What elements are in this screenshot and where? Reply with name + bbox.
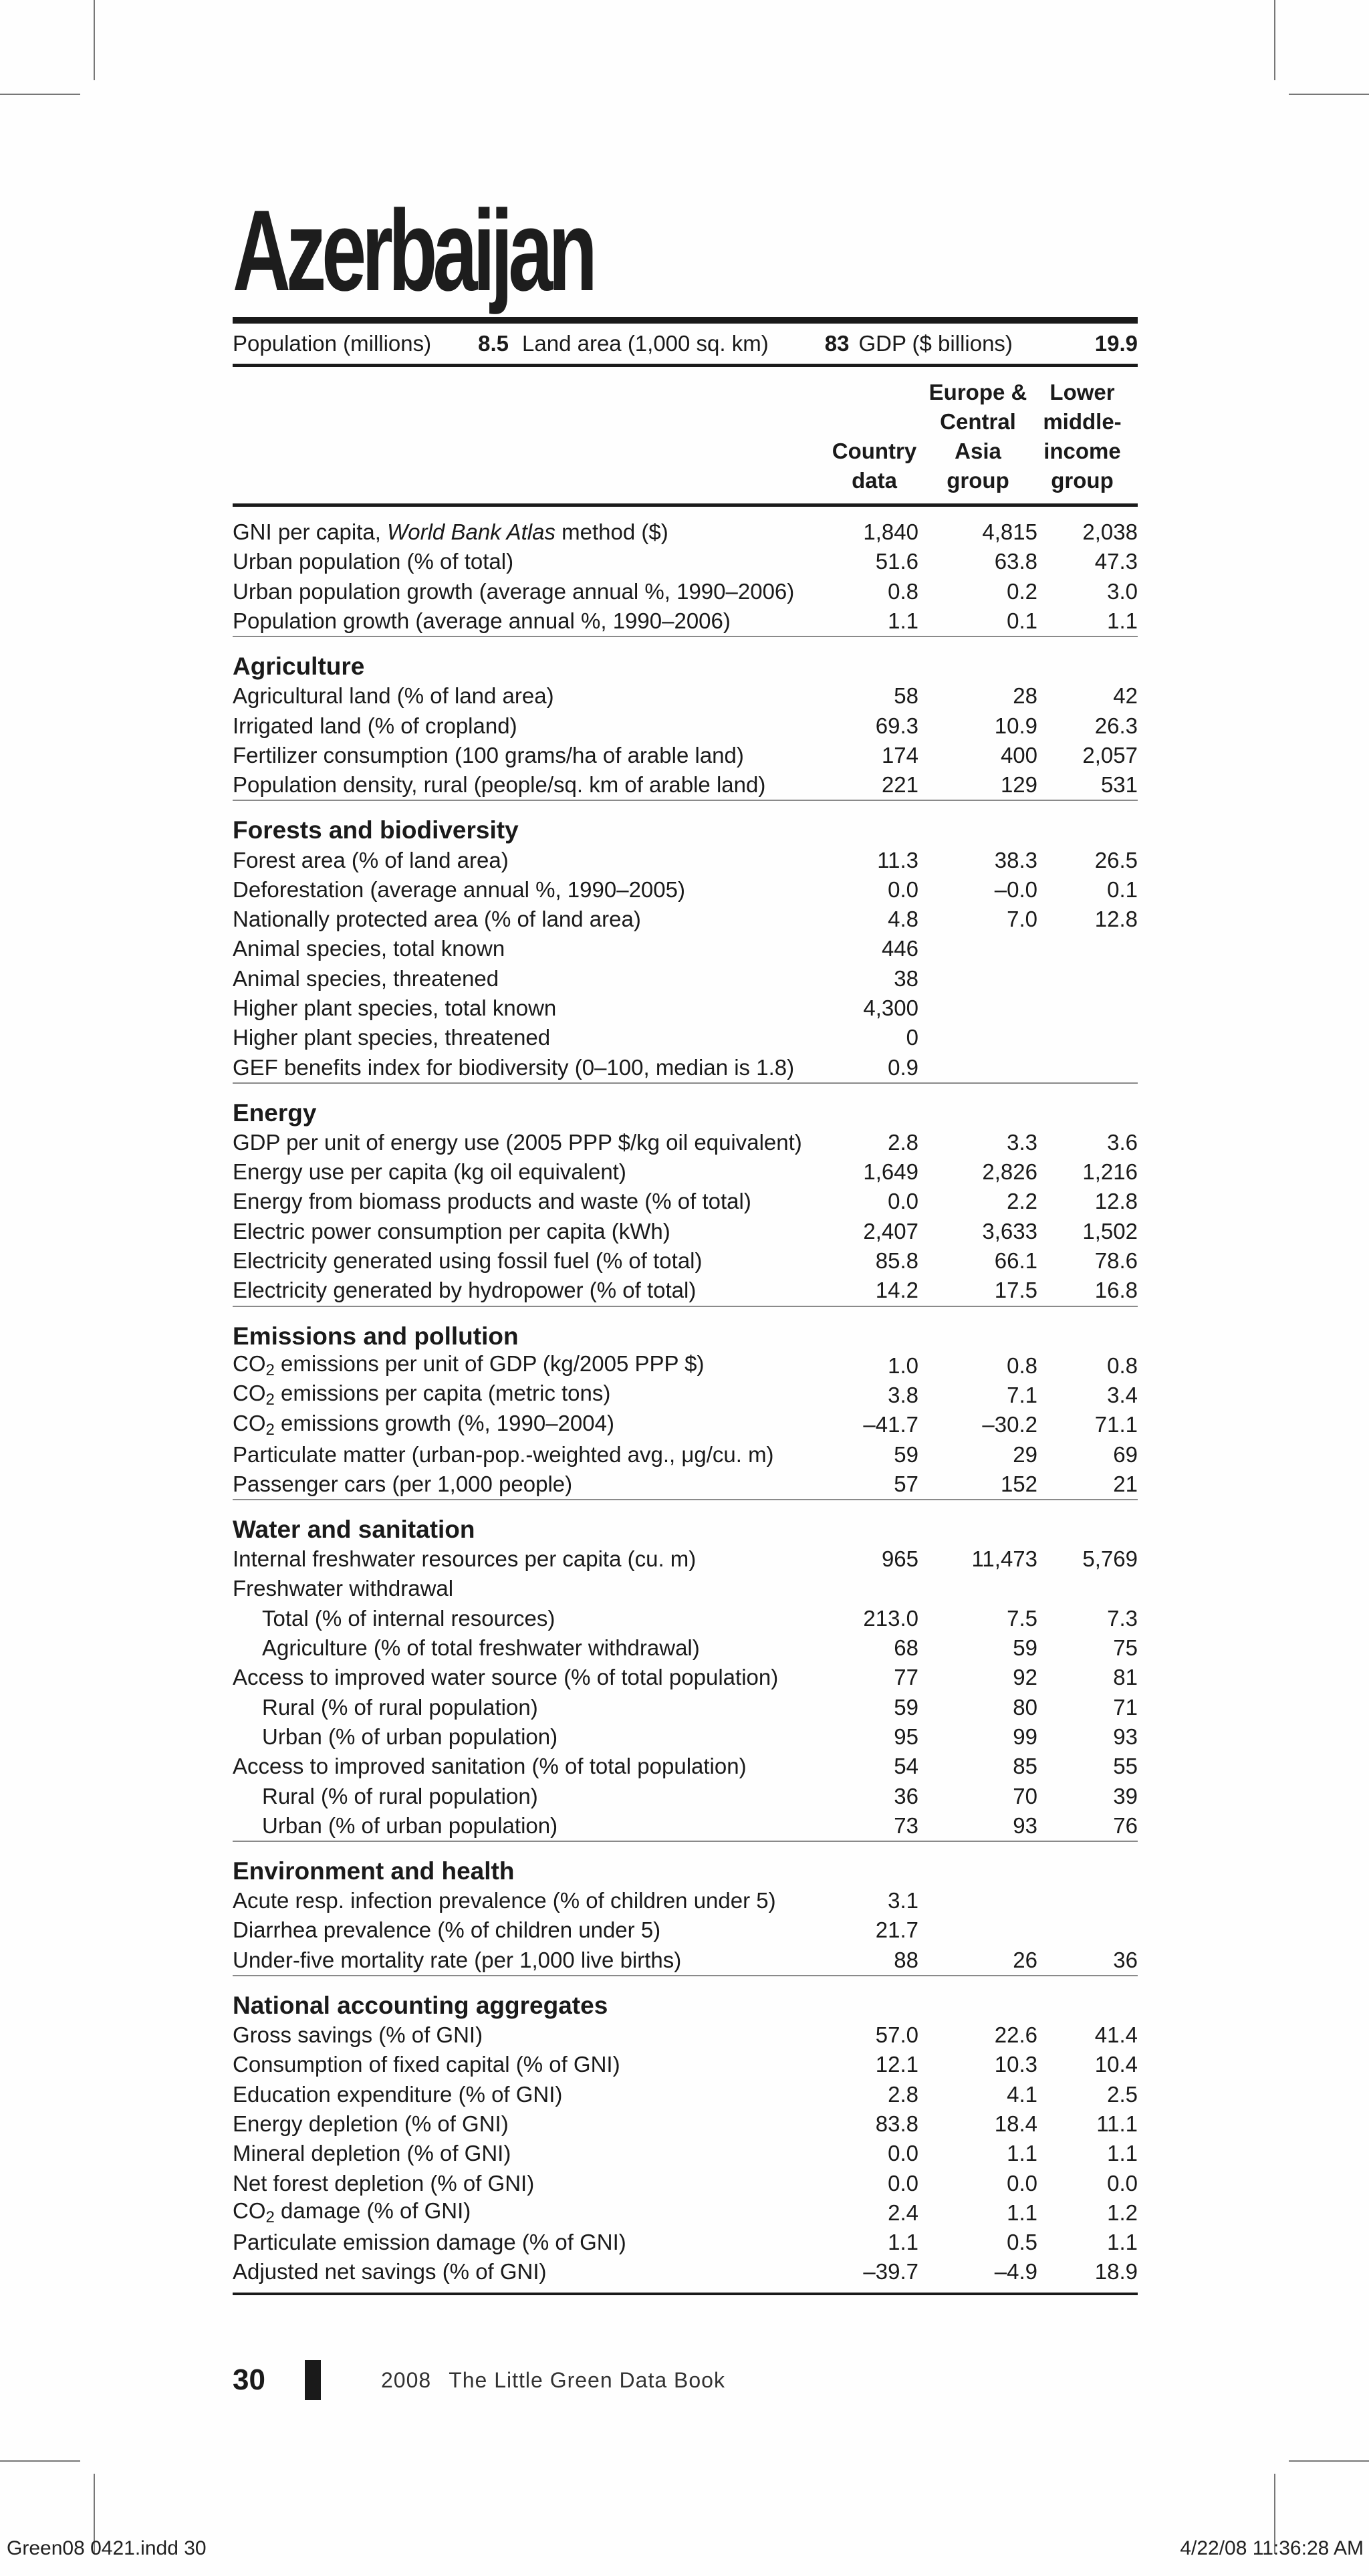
country-value: 1.1: [888, 608, 918, 634]
table-row: [233, 2079, 1138, 2109]
lower-middle-value: 71: [1113, 1694, 1138, 1720]
europe-value: –30.2: [982, 1412, 1037, 1437]
country-value: 1,649: [863, 1159, 918, 1185]
section-emissions-and-pollution: [233, 1306, 1138, 1499]
europe-value: 4.1: [1007, 2081, 1037, 2107]
table-row: [233, 1187, 1138, 1216]
land-area-label: Land area (1,000 sq. km): [522, 331, 769, 356]
indicator-table: [233, 507, 1138, 2295]
page-footer: [233, 2360, 725, 2400]
lower-middle-value: 3.6: [1107, 1129, 1138, 1155]
table-row: [233, 993, 1138, 1023]
europe-value: 26: [1013, 1947, 1037, 1972]
indicator-label: Forest area (% of land area): [233, 847, 509, 872]
indicator-label: Higher plant species, total known: [233, 996, 557, 1020]
country-value: 11.3: [877, 847, 918, 872]
country-value: 213.0: [863, 1605, 918, 1631]
indicator-label: Adjusted net savings (% of GNI): [233, 2259, 547, 2285]
country-value: 1,840: [863, 519, 918, 545]
europe-value: 7.1: [1007, 1382, 1037, 1407]
indicator-label: Particulate matter (urban-pop.-weighted avg., μg/cu. m): [233, 1441, 774, 1467]
lower-middle-value: 1.1: [1107, 608, 1138, 634]
indicator-label: Nationally protected area (% of land area): [233, 907, 641, 932]
lower-middle-value: 3.0: [1107, 578, 1138, 604]
country-value: 83.8: [875, 2111, 918, 2136]
country-value: 2.4: [888, 2200, 918, 2225]
indicator-label: GEF benefits index for biodiversity (0–100, median is 1.8): [233, 1054, 795, 1080]
lower-middle-value: 69: [1113, 1441, 1138, 1467]
table-row: [233, 1693, 1138, 1722]
table-row: [233, 905, 1138, 934]
lower-middle-value: 2,038: [1082, 519, 1138, 545]
europe-value: 0.5: [1007, 2230, 1037, 2255]
indicator-label: $CO_2$ emissions per capita (metric tons): [233, 1381, 611, 1409]
indicator-label: Energy use per capita (kg oil equivalent): [233, 1159, 626, 1185]
europe-value: 7.5: [1007, 1605, 1037, 1631]
country-value: 14.2: [875, 1278, 918, 1303]
crop-mark: [1274, 0, 1275, 80]
country-value: 88: [894, 1947, 918, 1972]
country-value: 0: [906, 1025, 918, 1050]
lower-middle-value: 55: [1113, 1754, 1138, 1779]
country-value: 51.6: [875, 549, 918, 574]
crop-mark: [94, 0, 95, 80]
table-row: [233, 1752, 1138, 1781]
indicator-label: Electric power consumption per capita (kWh): [233, 1218, 670, 1244]
country-value: 68: [894, 1635, 918, 1661]
table-row: [233, 2020, 1138, 2050]
indicator-label: Population density, rural (people/sq. km of arable land): [233, 772, 766, 798]
country-value: 57.0: [875, 2022, 918, 2048]
table-row: [233, 1915, 1138, 1945]
title-rule: [233, 317, 1138, 324]
country-title: Azerbaijan: [233, 187, 593, 315]
population-label: Population (millions): [233, 331, 432, 356]
country-value: –41.7: [863, 1412, 918, 1437]
table-bottom-rule: [233, 2293, 1138, 2295]
europe-value: 18.4: [994, 2111, 1037, 2136]
table-row: [233, 1811, 1138, 1841]
europe-value: 7.0: [1007, 907, 1037, 932]
country-value: 1.0: [888, 1353, 918, 1378]
europe-value: 0.2: [1007, 578, 1037, 604]
table-row: [233, 1410, 1138, 1439]
table-row: [233, 1217, 1138, 1246]
table-row: [233, 577, 1138, 606]
lower-middle-value: 12.8: [1094, 907, 1138, 932]
table-row: [233, 1023, 1138, 1052]
table-row: [233, 1381, 1138, 1410]
europe-value: 11,473: [971, 1546, 1037, 1572]
country-value: 77: [894, 1665, 918, 1690]
crop-mark: [0, 2460, 80, 2462]
indicator-label: Urban (% of urban population): [262, 1812, 558, 1838]
lower-middle-value: 42: [1113, 683, 1138, 709]
country-value: 85.8: [875, 1248, 918, 1274]
lower-middle-value: 21: [1113, 1471, 1138, 1496]
indicator-label: Irrigated land (% of cropland): [233, 713, 517, 738]
section-agriculture: [233, 636, 1138, 800]
europe-value: 38.3: [994, 847, 1037, 872]
lower-middle-value: 75: [1113, 1635, 1138, 1661]
country-value: 95: [894, 1724, 918, 1749]
europe-value: 1.1: [1007, 2200, 1037, 2225]
section-title: Emissions and pollution: [233, 1322, 519, 1350]
table-row: [233, 964, 1138, 993]
indicator-label: Total (% of internal resources): [262, 1605, 555, 1631]
table-row: [233, 770, 1138, 800]
indicator-label: Fertilizer consumption (100 grams/ha of arable land): [233, 742, 744, 768]
table-row: [233, 1946, 1138, 1975]
country-value: 0.0: [888, 2141, 918, 2166]
indicator-label: Energy depletion (% of GNI): [233, 2111, 509, 2136]
country-value: 221: [881, 772, 918, 798]
gdp-label: GDP ($ billions): [858, 331, 1013, 356]
table-row: [233, 1722, 1138, 1752]
lower-middle-value: 26.3: [1094, 713, 1138, 738]
lower-middle-value: 47.3: [1094, 549, 1138, 574]
europe-value: 1.1: [1007, 2141, 1037, 2166]
lower-middle-value: 1.2: [1107, 2200, 1138, 2225]
lower-middle-value: 1,502: [1082, 1218, 1138, 1244]
country-value: 4.8: [888, 907, 918, 932]
footer-bar: [305, 2360, 321, 2400]
country-value: 0.9: [888, 1054, 918, 1080]
country-value: 965: [881, 1546, 918, 1572]
country-value: 36: [894, 1783, 918, 1808]
section-national-accounting-aggregates: [233, 1975, 1138, 2287]
europe-value: 10.9: [994, 713, 1037, 738]
europe-value: 59: [1013, 1635, 1037, 1661]
indicator-label: GNI per capita, World Bank Atlas method ($): [233, 519, 668, 545]
lower-middle-value: 78.6: [1094, 1248, 1138, 1274]
col-country-data: Country data: [832, 439, 917, 493]
country-value: 2.8: [888, 2081, 918, 2107]
country-value: 59: [894, 1441, 918, 1467]
europe-value: 92: [1013, 1665, 1037, 1690]
country-value: 2.8: [888, 1129, 918, 1155]
column-headers: [233, 367, 1138, 507]
country-value: 12.1: [875, 2052, 918, 2077]
lower-middle-value: 36: [1113, 1947, 1138, 1972]
indicator-label: Access to improved water source (% of total population): [233, 1665, 779, 1690]
indicator-label: Access to improved sanitation (% of total population): [233, 1754, 747, 1779]
table-row: [233, 1052, 1138, 1082]
section-water-and-sanitation: [233, 1499, 1138, 1841]
indicator-label: Electricity generated by hydropower (% of total): [233, 1278, 697, 1303]
section-title: Forests and biodiversity: [233, 816, 519, 844]
table-row: [233, 741, 1138, 770]
country-value: 69.3: [875, 713, 918, 738]
table-row: [233, 1470, 1138, 1499]
indicator-label: Consumption of fixed capital (% of GNI): [233, 2052, 620, 2077]
table-row: [233, 517, 1138, 547]
table-row: [233, 1246, 1138, 1276]
lower-middle-value: 18.9: [1094, 2259, 1138, 2285]
country-value: 59: [894, 1694, 918, 1720]
country-value: 3.8: [888, 1382, 918, 1407]
lower-middle-value: 26.5: [1094, 847, 1138, 872]
europe-value: 0.1: [1007, 608, 1037, 634]
section-title: Water and sanitation: [233, 1516, 475, 1544]
europe-value: 85: [1013, 1754, 1037, 1779]
table-row: [233, 934, 1138, 963]
europe-value: –4.9: [994, 2259, 1037, 2285]
section-title: Environment and health: [233, 1857, 515, 1885]
lower-middle-value: 81: [1113, 1665, 1138, 1690]
indicator-label: Under-five mortality rate (per 1,000 live births): [233, 1947, 682, 1972]
europe-value: 2.2: [1007, 1189, 1037, 1214]
indicator-label: $CO_2$ damage (% of GNI): [233, 2198, 471, 2227]
europe-value: 400: [1000, 742, 1037, 768]
table-row: [233, 2257, 1138, 2287]
indicator-label: Rural (% of rural population): [262, 1783, 538, 1808]
lower-middle-value: 10.4: [1094, 2052, 1138, 2077]
europe-value: 152: [1000, 1471, 1037, 1496]
country-value: 0.8: [888, 578, 918, 604]
gdp-value: 19.9: [1094, 331, 1138, 356]
table-row: [233, 1544, 1138, 1574]
indicator-label: Electricity generated using fossil fuel (% of total): [233, 1248, 703, 1274]
lower-middle-value: 3.4: [1107, 1382, 1138, 1407]
table-row: [233, 1276, 1138, 1305]
europe-value: 2,826: [982, 1159, 1037, 1185]
indicator-label: Urban population growth (average annual %, 1990–2006): [233, 578, 795, 604]
indicator-label: Energy from biomass products and waste (% of total): [233, 1189, 751, 1214]
table-row: [233, 1633, 1138, 1663]
indicator-label: $CO_2$ emissions per unit of GDP (kg/2005 PPP $): [233, 1351, 705, 1380]
lower-middle-value: 7.3: [1107, 1605, 1138, 1631]
europe-value: 22.6: [994, 2022, 1037, 2048]
indicator-label: GDP per unit of energy use (2005 PPP $/kg oil equivalent): [233, 1129, 802, 1155]
table-row: [233, 1439, 1138, 1469]
lower-middle-value: 1.1: [1107, 2141, 1138, 2166]
indicator-label: Mineral depletion (% of GNI): [233, 2141, 511, 2166]
section-title: Agriculture: [233, 653, 365, 681]
lower-middle-value: 0.0: [1107, 2170, 1138, 2196]
country-value: 54: [894, 1754, 918, 1779]
table-row: [233, 1781, 1138, 1810]
page-number: 30: [233, 2363, 265, 2396]
europe-value: 3.3: [1007, 1129, 1037, 1155]
crop-mark: [1289, 2460, 1369, 2462]
lower-middle-value: 71.1: [1094, 1412, 1138, 1437]
table-row: [233, 1128, 1138, 1157]
lower-middle-value: 0.8: [1107, 1353, 1138, 1378]
europe-value: 129: [1000, 772, 1037, 798]
europe-value: 0.8: [1007, 1353, 1037, 1378]
col-lower-middle-income: Lower middle- income group: [1043, 380, 1122, 493]
europe-value: 4,815: [982, 519, 1037, 545]
col-europe-central-asia: Europe & Central Asia group: [928, 380, 1027, 493]
section-forests-and-biodiversity: [233, 800, 1138, 1082]
table-row: [233, 1663, 1138, 1692]
country-value: 21.7: [875, 1917, 918, 1943]
europe-value: 93: [1013, 1812, 1037, 1838]
table-row: [233, 547, 1138, 576]
land-area-value: 83: [824, 331, 850, 356]
indicator-label: Diarrhea prevalence (% of children under 5): [233, 1917, 661, 1943]
lower-middle-value: 1.1: [1107, 2230, 1138, 2255]
crop-mark: [1289, 94, 1369, 95]
indicator-label: Urban (% of urban population): [262, 1724, 558, 1749]
europe-value: 63.8: [994, 549, 1037, 574]
indicator-label: Rural (% of rural population): [262, 1694, 538, 1720]
country-value: –39.7: [863, 2259, 918, 2285]
indicator-label: Deforestation (average annual %, 1990–2005): [233, 876, 685, 902]
europe-value: 80: [1013, 1694, 1037, 1720]
slug-date: 4/22/08 11:36:28 AM: [1180, 2537, 1364, 2559]
europe-value: 3,633: [982, 1218, 1037, 1244]
lower-middle-value: 1,216: [1082, 1159, 1138, 1185]
lower-middle-value: 39: [1113, 1783, 1138, 1808]
country-value: 73: [894, 1812, 918, 1838]
indicator-label: Internal freshwater resources per capita (cu. m): [233, 1546, 697, 1572]
summary-row: [233, 324, 1138, 367]
lower-middle-value: 531: [1100, 772, 1138, 798]
table-row: [233, 1604, 1138, 1633]
lower-middle-value: 12.8: [1094, 1189, 1138, 1214]
country-value: 2,407: [863, 1218, 918, 1244]
country-value: 0.0: [888, 876, 918, 902]
indicator-label: Acute resp. infection prevalence (% of children under 5): [233, 1888, 776, 1913]
indicator-label: Urban population (% of total): [233, 549, 514, 574]
lower-middle-value: 16.8: [1094, 1278, 1138, 1303]
country-value: 446: [881, 936, 918, 961]
intro-section: [233, 507, 1138, 636]
crop-mark: [0, 94, 80, 95]
indicator-label: $CO_2$ emissions growth (%, 1990–2004): [233, 1410, 614, 1439]
indicator-label: Freshwater withdrawal: [233, 1576, 454, 1601]
table-row: [233, 1157, 1138, 1187]
indicator-label: Population growth (average annual %, 1990–2006): [233, 608, 731, 634]
table-row: [233, 681, 1138, 711]
indicator-label: Animal species, threatened: [233, 965, 499, 991]
europe-value: 17.5: [994, 1278, 1037, 1303]
slug-file: Green08 0421.indd 30: [7, 2537, 207, 2559]
indicator-label: Passenger cars (per 1,000 people): [233, 1471, 573, 1496]
section-title: National accounting aggregates: [233, 1991, 608, 2019]
europe-value: 99: [1013, 1724, 1037, 1749]
country-value: 0.0: [888, 1189, 918, 1214]
section-energy: [233, 1082, 1138, 1306]
table-row: [233, 1351, 1138, 1381]
europe-value: 70: [1013, 1783, 1037, 1808]
table-row: [233, 1886, 1138, 1915]
table-row: [233, 845, 1138, 874]
indicator-label: Agricultural land (% of land area): [233, 683, 554, 709]
europe-value: 29: [1013, 1441, 1037, 1467]
country-value: 0.0: [888, 2170, 918, 2196]
table-row: [233, 2228, 1138, 2257]
lower-middle-value: 11.1: [1096, 2111, 1138, 2136]
footer-year: 2008: [381, 2367, 432, 2392]
europe-value: 10.3: [994, 2052, 1037, 2077]
europe-value: 28: [1013, 683, 1037, 709]
lower-middle-value: 41.4: [1094, 2022, 1138, 2048]
country-value: 38: [894, 965, 918, 991]
country-value: 3.1: [888, 1888, 918, 1913]
table-row: [233, 2198, 1138, 2228]
section-title: Energy: [233, 1098, 317, 1127]
indicator-label: Animal species, total known: [233, 936, 505, 961]
lower-middle-value: 2.5: [1107, 2081, 1138, 2107]
indicator-label: Agriculture (% of total freshwater withdrawal): [262, 1635, 700, 1661]
indicator-label: Education expenditure (% of GNI): [233, 2081, 563, 2107]
section-environment-and-health: [233, 1841, 1138, 1975]
country-value: 174: [881, 742, 918, 768]
table-row: [233, 711, 1138, 740]
lower-middle-value: 5,769: [1082, 1546, 1138, 1572]
indicator-label: Gross savings (% of GNI): [233, 2022, 483, 2048]
country-value: 57: [894, 1471, 918, 1496]
europe-value: –0.0: [994, 876, 1037, 902]
data-sheet: [233, 187, 1138, 2295]
lower-middle-value: 93: [1113, 1724, 1138, 1749]
lower-middle-value: 0.1: [1107, 876, 1138, 902]
table-row: [233, 875, 1138, 905]
footer-book-title: The Little Green Data Book: [449, 2367, 725, 2392]
europe-value: 0.0: [1007, 2170, 1037, 2196]
table-row: [233, 2109, 1138, 2139]
europe-value: 66.1: [994, 1248, 1037, 1274]
table-row: [233, 2139, 1138, 2168]
table-row: [233, 2168, 1138, 2198]
table-row: [233, 606, 1138, 636]
indicator-label: Particulate emission damage (% of GNI): [233, 2230, 626, 2255]
indicator-label: Net forest depletion (% of GNI): [233, 2170, 535, 2196]
country-value: 58: [894, 683, 918, 709]
lower-middle-value: 2,057: [1082, 742, 1138, 768]
table-row: [233, 2050, 1138, 2079]
population-value: 8.5: [478, 331, 509, 356]
table-row: [233, 1574, 1138, 1603]
country-value: 4,300: [863, 996, 918, 1020]
indicator-label: Higher plant species, threatened: [233, 1025, 551, 1050]
lower-middle-value: 76: [1113, 1812, 1138, 1838]
country-value: 1.1: [888, 2230, 918, 2255]
